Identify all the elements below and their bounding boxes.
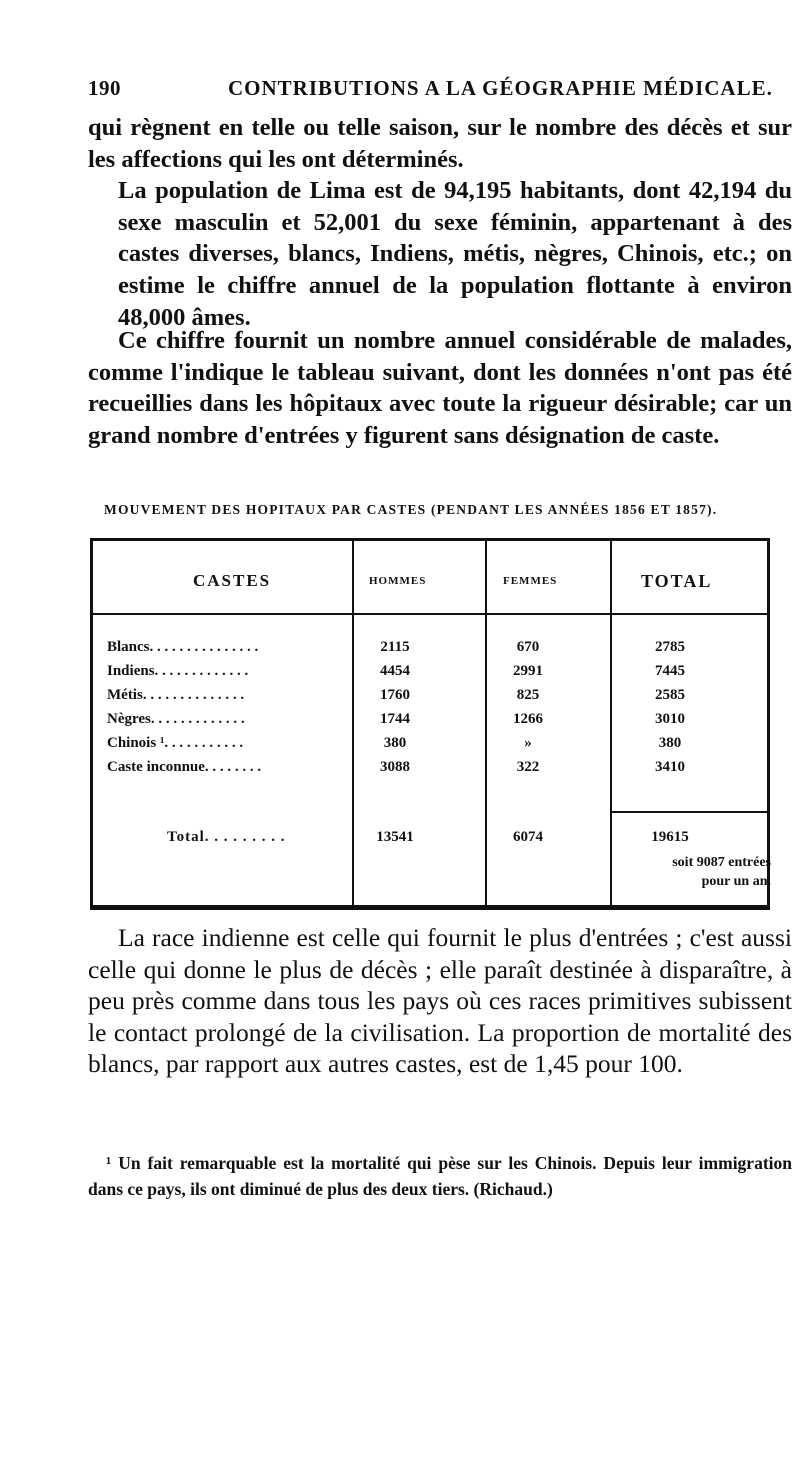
paragraph-malades: Ce chiffre fournit un nombre annuel considérable de malades, comme l'indique le tableau suivant, dont les données n'ont pas été recueillies dans les hôpitaux avec toute la rigueur désirable; car un grand nombre d'entrées y figurent sans désignation de caste. [88, 327, 792, 449]
total-note-line2: pour un an. [701, 874, 771, 889]
header-castes: CASTES [193, 571, 272, 590]
row-hommes: 1760 [380, 687, 410, 703]
row-femmes: 322 [516, 759, 540, 775]
page-number: 190 [88, 76, 121, 100]
total-total: 19615 [651, 829, 689, 845]
paragraph-race-indienne: La race indienne est celle qui fournit le plus d'entrées ; c'est aussi celle qui donne le plus de décès ; elle paraît destinée à disparaître, à peu près comme dans tous les pays où ces races primitives subissent le contact prolongé de la civilisation. La proportion de mortalité des blancs, par rapport aux autres castes, est de 1,45 pour 100. [88, 923, 792, 1079]
row-caste: Métis. . . . . . . . . . . . . . [107, 687, 245, 703]
row-caste: Indiens. . . . . . . . . . . . . [107, 663, 249, 679]
row-total: 380 [658, 735, 682, 751]
row-femmes: 2991 [513, 663, 543, 679]
total-hommes: 13541 [376, 829, 414, 845]
row-femmes: 670 [516, 639, 540, 655]
table-row [93, 759, 773, 781]
total-rule [610, 811, 767, 813]
running-title: CONTRIBUTIONS A LA GÉOGRAPHIE MÉDICALE. [228, 76, 773, 100]
total-note [611, 853, 771, 891]
table-row [93, 663, 773, 685]
row-caste: Blancs. . . . . . . . . . . . . . . [107, 639, 259, 655]
row-hommes: 380 [383, 735, 407, 751]
paragraph-population [88, 112, 792, 333]
row-total: 2785 [655, 639, 685, 655]
hospital-table [90, 538, 770, 910]
running-header [88, 72, 788, 106]
row-femmes: 825 [516, 687, 540, 703]
table-title: MOUVEMENT DES HOPITAUX PAR CASTES (PENDANT LES ANNÉES 1856 ET 1857). [104, 502, 718, 517]
total-note-line1: soit 9087 entrées [672, 855, 771, 870]
total-label: Total. . . . . . . . . [167, 829, 286, 845]
row-caste: Caste inconnue. . . . . . . . [107, 759, 262, 775]
table-row [93, 735, 773, 757]
paragraph-continuation: qui règnent en telle ou telle saison, sur le nombre des décès et sur les affections qui les ont déterminés. [88, 114, 792, 173]
row-total: 3410 [655, 759, 685, 775]
table-row [93, 687, 773, 709]
row-caste: Chinois ¹. . . . . . . . . . . [107, 735, 244, 751]
row-total: 2585 [655, 687, 685, 703]
table-row [93, 711, 773, 733]
row-femmes: 1266 [513, 711, 543, 727]
paragraph-population-body: La population de Lima est de 94,195 habitants, dont 42,194 du sexe masculin et 52,001 du sexe féminin, appartenant à des castes diverses, blancs, Indiens, métis, nègres, Chinois, etc.; on estime le chiffre annuel de la population flottante à environ 48,000 âmes. [118, 177, 792, 331]
header-rule [93, 613, 767, 615]
row-total: 7445 [655, 663, 685, 679]
row-caste: Nègres. . . . . . . . . . . . . [107, 711, 245, 727]
row-total: 3010 [655, 711, 685, 727]
row-hommes: 3088 [380, 759, 410, 775]
header-femmes: FEMMES [503, 575, 558, 587]
row-hommes: 4454 [380, 663, 410, 679]
row-femmes: » [524, 735, 532, 751]
table-row [93, 639, 773, 661]
header-total: TOTAL [641, 571, 713, 591]
total-femmes: 6074 [513, 829, 543, 845]
footnote: ¹ Un fait remarquable est la mortalité qui pèse sur les Chinois. Depuis leur immigration dans ce pays, ils ont diminué de plus des deux tiers. (Richaud.) [88, 1153, 792, 1199]
row-hommes: 1744 [380, 711, 410, 727]
row-hommes: 2115 [380, 639, 410, 655]
header-hommes: HOMMES [369, 575, 427, 587]
